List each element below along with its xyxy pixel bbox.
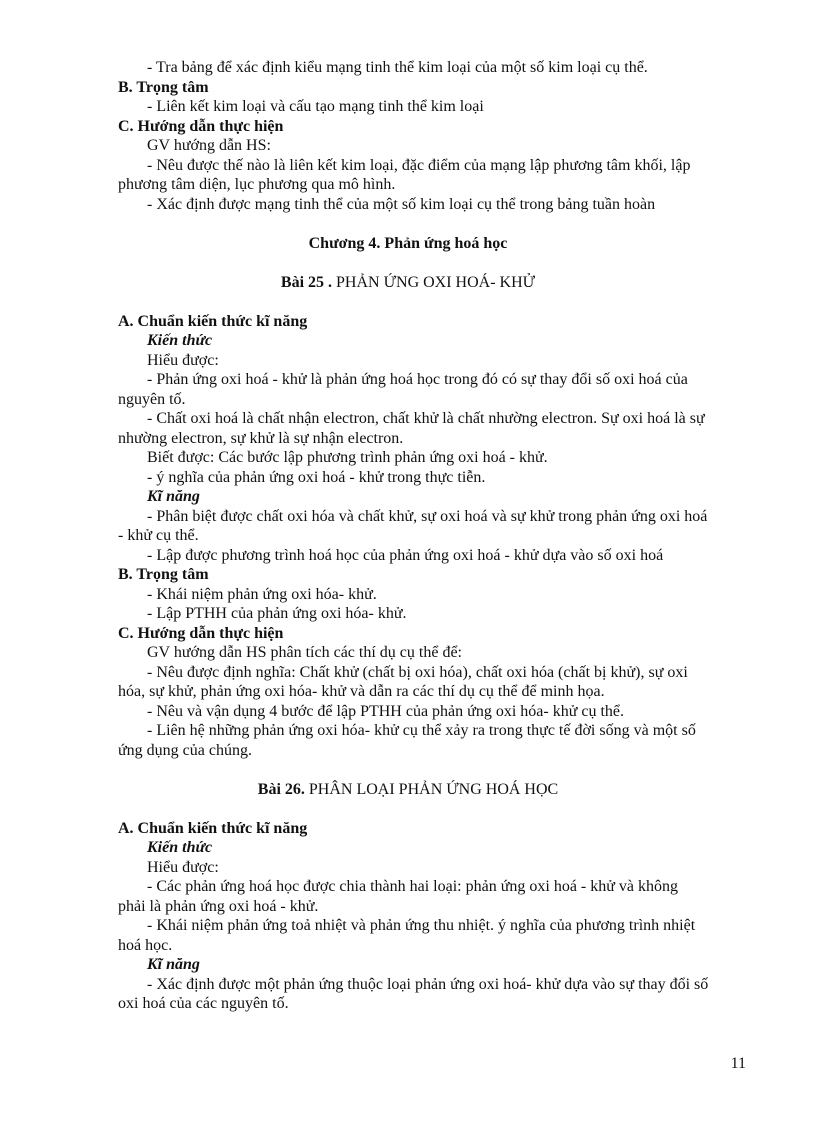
text-line: GV hướng dẫn HS phân tích các thí dụ cụ thể để:	[147, 644, 462, 661]
lesson-name: PHẢN ỨNG OXI HOÁ- KHỬ	[332, 274, 536, 291]
text-line: - Lập được phương trình hoá học của phản ứng oxi hoá - khử dựa vào số oxi hoá	[147, 547, 664, 564]
subheading-ki-nang: Kĩ năng	[147, 488, 200, 505]
text-line: Biết được: Các bước lập phương trình phản ứng oxi hoá - khử.	[147, 449, 548, 466]
text-line: Hiểu được:	[147, 859, 219, 876]
subheading-ki-nang: Kĩ năng	[147, 956, 200, 973]
lesson-title	[0, 273, 816, 293]
text-line: - Liên kết kim loại và cấu tạo mạng tinh thể kim loại	[147, 98, 484, 115]
section-heading-c: C. Hướng dẫn thực hiện	[118, 118, 284, 135]
text-line: - Chất oxi hoá là chất nhận electron, chất khử là chất nhường electron. Sự oxi hoá là sự	[147, 410, 705, 427]
text-line: hóa, sự khử, phản ứng oxi hóa- khử và dẫn ra các thí dụ cụ thể để minh họa.	[118, 683, 605, 700]
subheading-kien-thuc: Kiến thức	[147, 332, 213, 349]
text-line: Hiểu được:	[147, 352, 219, 369]
text-line: - khử cụ thể.	[118, 527, 199, 544]
text-line: - Tra bảng để xác định kiểu mạng tinh thể kim loại của một số kim loại cụ thể.	[147, 59, 648, 76]
text-line: GV hướng dẫn HS:	[147, 137, 271, 154]
text-line: ứng dụng của chúng.	[118, 742, 252, 759]
text-line: - Khái niệm phản ứng oxi hóa- khử.	[147, 586, 377, 603]
text-line: - Nêu được định nghĩa: Chất khử (chất bị oxi hóa), chất oxi hóa (chất bị khử), sự oxi	[147, 664, 688, 681]
text-line: hoá học.	[118, 937, 173, 954]
text-line: oxi hoá của các nguyên tố.	[118, 995, 289, 1012]
text-line: - Các phản ứng hoá học được chia thành hai loại: phản ứng oxi hoá - khử và không	[147, 878, 679, 895]
text-line: - Xác định được mạng tinh thể của một số kim loại cụ thể trong bảng tuần hoàn	[147, 196, 656, 213]
text-line: nguyên tố.	[118, 391, 186, 408]
text-line: - ý nghĩa của phản ứng oxi hoá - khử trong thực tiễn.	[147, 469, 486, 486]
text-line: nhường electron, sự khử là sự nhận electron.	[118, 430, 404, 447]
section-heading-a: A. Chuẩn kiến thức kĩ năng	[118, 313, 308, 330]
lesson-number: Bài 26.	[257, 781, 305, 798]
lesson-number: Bài 25 .	[280, 274, 333, 291]
text-line: - Phản ứng oxi hoá - khử là phản ứng hoá học trong đó có sự thay đổi số oxi hoá của	[147, 371, 688, 388]
text-line: - Lập PTHH của phản ứng oxi hóa- khử.	[147, 605, 407, 622]
page-number: 11	[730, 1055, 746, 1072]
section-heading-b: B. Trọng tâm	[118, 79, 209, 96]
lesson-title	[0, 780, 816, 800]
subheading-kien-thuc: Kiến thức	[147, 839, 213, 856]
section-heading-b: B. Trọng tâm	[118, 566, 209, 583]
section-heading-a: A. Chuẩn kiến thức kĩ năng	[118, 820, 308, 837]
text-line: phương tâm diện, lục phương qua mô hình.	[118, 176, 396, 193]
text-line: - Xác định được một phản ứng thuộc loại phản ứng oxi hoá- khử dựa vào sự thay đổi số	[147, 976, 709, 993]
text-line: phải là phản ứng oxi hoá - khử.	[118, 898, 319, 915]
section-heading-c: C. Hướng dẫn thực hiện	[118, 625, 284, 642]
chapter-title: Chương 4. Phản ứng hoá học	[308, 235, 508, 252]
text-line: - Phân biệt được chất oxi hóa và chất khử, sự oxi hoá và sự khử trong phản ứng oxi hoá	[147, 508, 708, 525]
lesson-name: PHÂN LOẠI PHẢN ỨNG HOÁ HỌC	[304, 781, 559, 798]
text-line: - Liên hệ những phản ứng oxi hóa- khử cụ thể xảy ra trong thực tế đời sống và một số	[147, 722, 696, 739]
text-line: - Khái niệm phản ứng toả nhiệt và phản ứng thu nhiệt. ý nghĩa của phương trình nhiệt	[147, 917, 696, 934]
text-line: - Nêu được thế nào là liên kết kim loại, đặc điểm của mạng lập phương tâm khối, lập	[147, 157, 691, 174]
text-line: - Nêu và vận dụng 4 bước để lập PTHH của phản ứng oxi hóa- khử cụ thể.	[147, 703, 625, 720]
